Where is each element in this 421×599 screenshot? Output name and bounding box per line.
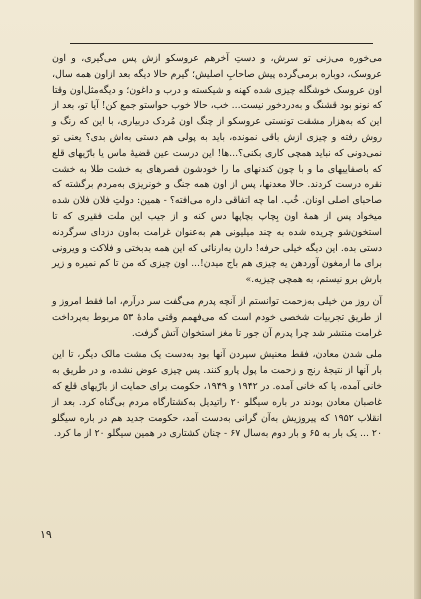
paragraph-narration: آن روز من خیلی به‌زحمت توانستم از آنچه پدرم می‌گفت سر درآرم، اما فقط امروز و از طریق تجربیات شخصی خودم است که می‌فهمم وقتی مادهٔ ۵۳ مربوط به‌پرداخت غرامت منتشر شد چرا پدرم آن جور تا مغز استخوان آتش گرفت. <box>52 295 382 339</box>
page-spine-shadow <box>414 0 421 599</box>
paragraph-quote: می‌خوره می‌زنی تو سرش، و دستِ آخرهم عروسکو ازش پس می‌گیری، و اون عروسک، دوباره برمی‌گرده پیش صاحابِ اصلیش؛ گیرم حالا دیگه بعد ازاون همه سال، اون عروسک خوشگله چیزی شده کهنه و شیکسته و درب و داغون؛ و دیگه‌مثل‌اون وقتا که نونو بود قشنگ و به‌دردخور نیست... خب، حالا خوب حواستو جمع کن! آیا تو، بعد از این که به‌هزار مشقت تونستی عروسکو از چنگ اون مُردک دربیاری، با این که رنگ و روش رفته و چیزی ازش باقی نمونده، باید به پولی هم دستی به‌اش بدی؟ یعنی تو نمی‌دونی که نباید همچی کاری بکنی؟...ها! این درست عین قضیهٔ ماس یا بارّیهای قلع که باصفاییهای ما و با چون کندنهای ما را خودشون قصرهای به خشت طلا به خشت نقره درست کردند. حالا معدنها، پس از اون همه جنگ و خونریزی به‌مردم برگشته که صاحبای اصلی اونان. خُب. اما چه اتفاقی داره می‌افته؟ - همین: دولتِ فلان فلان شده میخواد پس از همهٔ اون بِچاپ بچاپها دس کنه و از جیب این ملت فقیری که تا استخون‌شو چریده شده به چند میلیونی هم به‌عنوان غرامت به‌اون دزدای سرگردنه دستی بده. این دیگه خیلی حرفه! دارن به‌ارنائی که این همه بدبختی و فلاکت و ویرونی برای ما ارمغون آوردهن یه چیزی هم باج میدن!... اون چیزی که من تا کم نمیره و زیر بارش برو نیستم، به همچی چیزیه.» <box>52 53 382 286</box>
body-text <box>52 51 382 442</box>
header-rule <box>70 43 373 44</box>
paragraph-history: ملی شدن معادن، فقط معنیش سپردن آنها بود به‌دست یک مشت مالک دیگر، تا این بار آنها از نتیجهٔ رنج و زحمت ما پول پارو کنند. پس چیزی عوض نشده، و در طریق به خانی آمده، یا که خانی آمده. در ۱۹۴۲ و ۱۹۴۹، حکومت برای حمایت از بارّیهای قلع که غاصبان معادن بودند در باره سیگلو ۲۰ راتیدیل به‌کشتارگاه مردم بی‌گناه کرد. بعد از انقلاب ۱۹۵۲ که پیروزیش به‌آن گرانی به‌دست آمد، حکومت جدید هم در باره سیگلو ۲۰ ... یک بار به‌ ۶۵ و بار دوم به‌سال ۶۷ - چنان کشتاری در همین سیگلو ۲۰ از ما کرد. <box>52 349 383 440</box>
page-number: ۱۹ <box>40 528 52 541</box>
